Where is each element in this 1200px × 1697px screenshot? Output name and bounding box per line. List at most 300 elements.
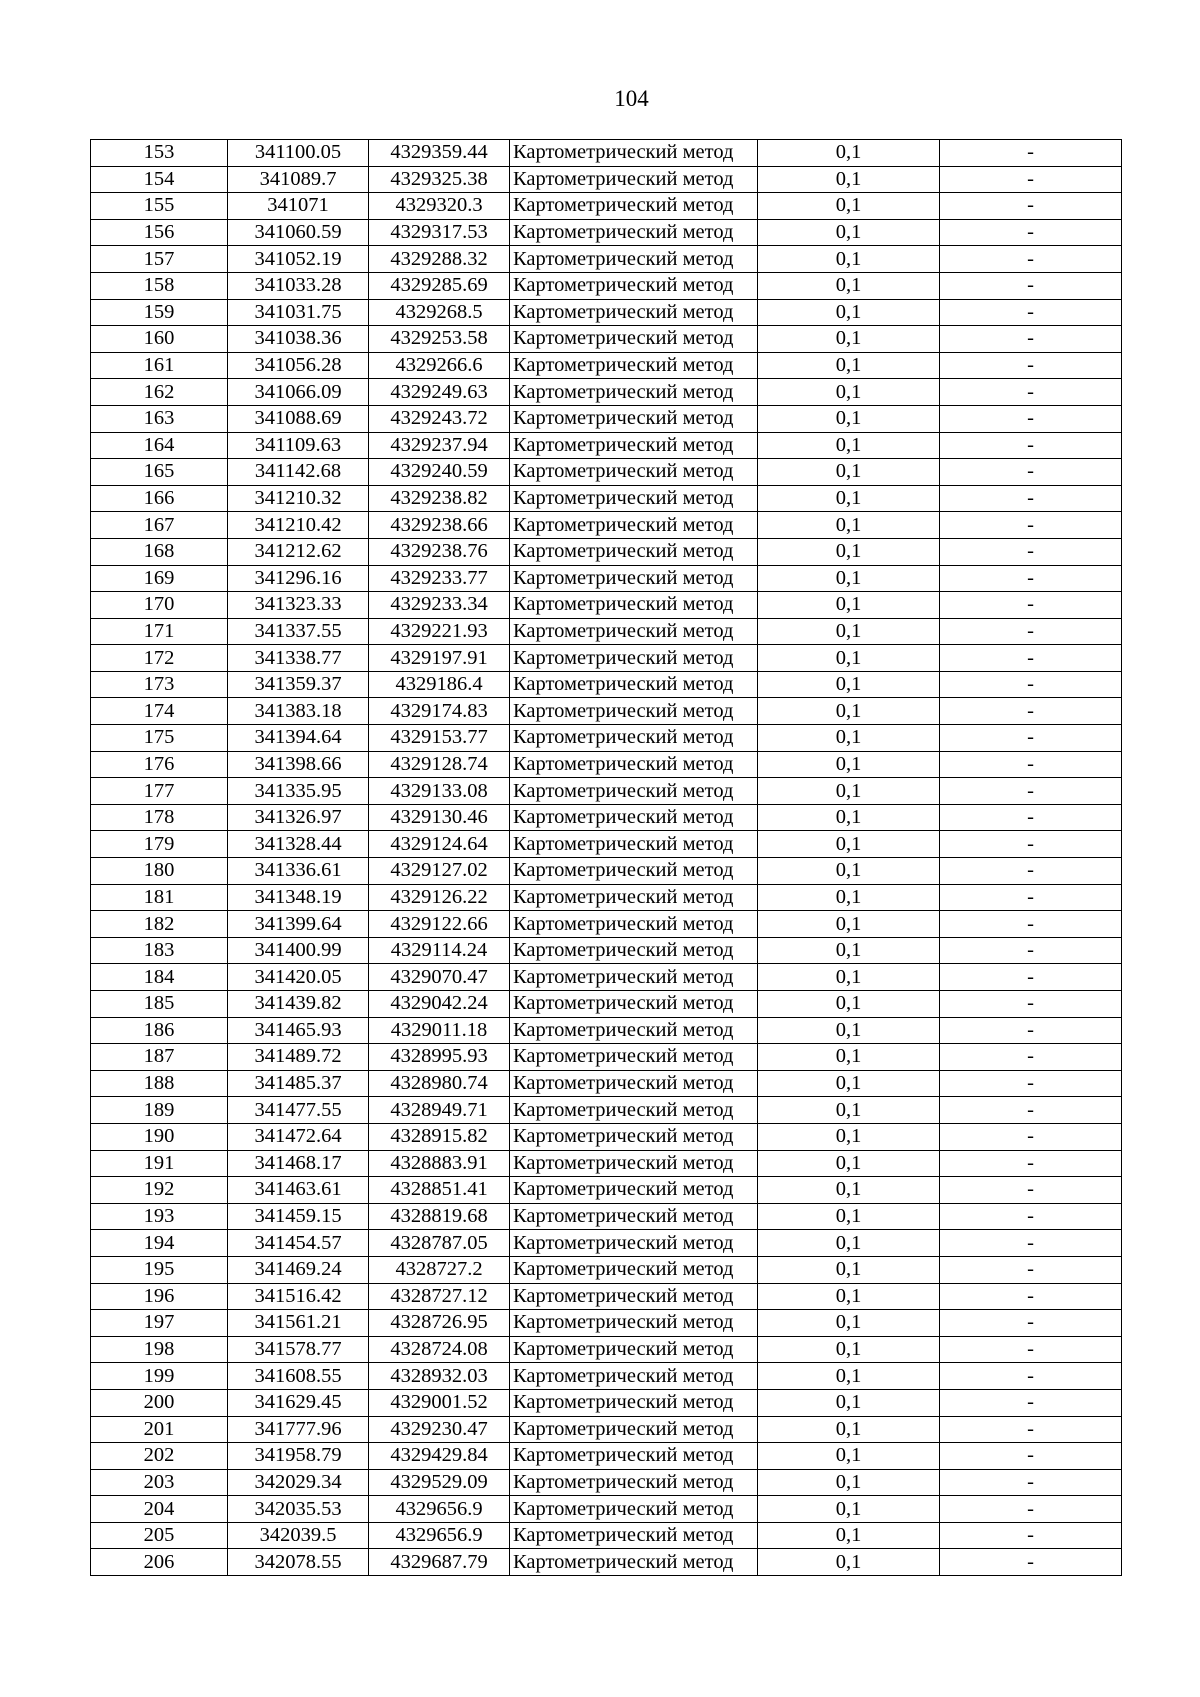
accuracy-cell: 0,1 <box>758 1256 940 1283</box>
y-coordinate-cell: 4329122.66 <box>369 911 510 938</box>
y-coordinate-cell: 4329687.79 <box>369 1549 510 1576</box>
y-coordinate-cell: 4329656.9 <box>369 1522 510 1549</box>
note-cell: - <box>940 432 1122 459</box>
table-row <box>91 831 1122 858</box>
point-number-cell: 155 <box>91 193 228 220</box>
method-cell: Картометрический метод <box>510 751 758 778</box>
y-coordinate-cell: 4329243.72 <box>369 405 510 432</box>
note-cell: - <box>940 1416 1122 1443</box>
note-cell: - <box>940 140 1122 167</box>
note-cell: - <box>940 379 1122 406</box>
accuracy-cell: 0,1 <box>758 1283 940 1310</box>
y-coordinate-cell: 4329320.3 <box>369 193 510 220</box>
accuracy-cell: 0,1 <box>758 1070 940 1097</box>
note-cell: - <box>940 884 1122 911</box>
x-coordinate-cell: 341109.63 <box>228 432 369 459</box>
y-coordinate-cell: 4329221.93 <box>369 618 510 645</box>
method-cell: Картометрический метод <box>510 858 758 885</box>
accuracy-cell: 0,1 <box>758 1469 940 1496</box>
x-coordinate-cell: 341071 <box>228 193 369 220</box>
y-coordinate-cell: 4329230.47 <box>369 1416 510 1443</box>
method-cell: Картометрический метод <box>510 1150 758 1177</box>
method-cell: Картометрический метод <box>510 1097 758 1124</box>
y-coordinate-cell: 4329238.76 <box>369 538 510 565</box>
method-cell: Картометрический метод <box>510 1363 758 1390</box>
table-row <box>91 911 1122 938</box>
accuracy-cell: 0,1 <box>758 140 940 167</box>
x-coordinate-cell: 341516.42 <box>228 1283 369 1310</box>
method-cell: Картометрический метод <box>510 246 758 273</box>
point-number-cell: 181 <box>91 884 228 911</box>
x-coordinate-cell: 341031.75 <box>228 299 369 326</box>
method-cell: Картометрический метод <box>510 352 758 379</box>
method-cell: Картометрический метод <box>510 432 758 459</box>
y-coordinate-cell: 4329288.32 <box>369 246 510 273</box>
table-row <box>91 1150 1122 1177</box>
accuracy-cell: 0,1 <box>758 1177 940 1204</box>
table-row <box>91 405 1122 432</box>
note-cell: - <box>940 1310 1122 1337</box>
table-row <box>91 538 1122 565</box>
method-cell: Картометрический метод <box>510 272 758 299</box>
y-coordinate-cell: 4329325.38 <box>369 166 510 193</box>
note-cell: - <box>940 1283 1122 1310</box>
method-cell: Картометрический метод <box>510 1549 758 1576</box>
table-row <box>91 1469 1122 1496</box>
y-coordinate-cell: 4329266.6 <box>369 352 510 379</box>
method-cell: Картометрический метод <box>510 964 758 991</box>
x-coordinate-cell: 341472.64 <box>228 1123 369 1150</box>
note-cell: - <box>940 272 1122 299</box>
table-row <box>91 1044 1122 1071</box>
note-cell: - <box>940 1522 1122 1549</box>
note-cell: - <box>940 964 1122 991</box>
accuracy-cell: 0,1 <box>758 1203 940 1230</box>
point-number-cell: 167 <box>91 512 228 539</box>
method-cell: Картометрический метод <box>510 1496 758 1523</box>
point-number-cell: 176 <box>91 751 228 778</box>
note-cell: - <box>940 1336 1122 1363</box>
x-coordinate-cell: 342029.34 <box>228 1469 369 1496</box>
table-row <box>91 964 1122 991</box>
x-coordinate-cell: 341561.21 <box>228 1310 369 1337</box>
method-cell: Картометрический метод <box>510 1070 758 1097</box>
point-number-cell: 175 <box>91 725 228 752</box>
accuracy-cell: 0,1 <box>758 166 940 193</box>
x-coordinate-cell: 341328.44 <box>228 831 369 858</box>
point-number-cell: 172 <box>91 645 228 672</box>
x-coordinate-cell: 341142.68 <box>228 459 369 486</box>
table-row <box>91 618 1122 645</box>
accuracy-cell: 0,1 <box>758 1336 940 1363</box>
point-number-cell: 169 <box>91 565 228 592</box>
table-row <box>91 485 1122 512</box>
note-cell: - <box>940 618 1122 645</box>
x-coordinate-cell: 341210.42 <box>228 512 369 539</box>
note-cell: - <box>940 804 1122 831</box>
table-row <box>91 592 1122 619</box>
method-cell: Картометрический метод <box>510 166 758 193</box>
table-body <box>91 140 1122 1576</box>
point-number-cell: 185 <box>91 991 228 1018</box>
x-coordinate-cell: 341420.05 <box>228 964 369 991</box>
method-cell: Картометрический метод <box>510 1336 758 1363</box>
method-cell: Картометрический метод <box>510 831 758 858</box>
point-number-cell: 206 <box>91 1549 228 1576</box>
accuracy-cell: 0,1 <box>758 618 940 645</box>
accuracy-cell: 0,1 <box>758 964 940 991</box>
note-cell: - <box>940 565 1122 592</box>
accuracy-cell: 0,1 <box>758 1443 940 1470</box>
point-number-cell: 183 <box>91 937 228 964</box>
x-coordinate-cell: 342039.5 <box>228 1522 369 1549</box>
x-coordinate-cell: 341578.77 <box>228 1336 369 1363</box>
table-row <box>91 565 1122 592</box>
table-row <box>91 1443 1122 1470</box>
y-coordinate-cell: 4328915.82 <box>369 1123 510 1150</box>
x-coordinate-cell: 341348.19 <box>228 884 369 911</box>
table-row <box>91 991 1122 1018</box>
accuracy-cell: 0,1 <box>758 592 940 619</box>
point-number-cell: 177 <box>91 778 228 805</box>
accuracy-cell: 0,1 <box>758 379 940 406</box>
note-cell: - <box>940 1177 1122 1204</box>
x-coordinate-cell: 341060.59 <box>228 219 369 246</box>
x-coordinate-cell: 341454.57 <box>228 1230 369 1257</box>
method-cell: Картометрический метод <box>510 193 758 220</box>
method-cell: Картометрический метод <box>510 1230 758 1257</box>
y-coordinate-cell: 4329128.74 <box>369 751 510 778</box>
accuracy-cell: 0,1 <box>758 1363 940 1390</box>
method-cell: Картометрический метод <box>510 1017 758 1044</box>
note-cell: - <box>940 246 1122 273</box>
accuracy-cell: 0,1 <box>758 272 940 299</box>
y-coordinate-cell: 4329186.4 <box>369 671 510 698</box>
y-coordinate-cell: 4329233.77 <box>369 565 510 592</box>
table-row <box>91 1070 1122 1097</box>
accuracy-cell: 0,1 <box>758 804 940 831</box>
y-coordinate-cell: 4329114.24 <box>369 937 510 964</box>
y-coordinate-cell: 4329529.09 <box>369 1469 510 1496</box>
x-coordinate-cell: 341336.61 <box>228 858 369 885</box>
accuracy-cell: 0,1 <box>758 778 940 805</box>
accuracy-cell: 0,1 <box>758 352 940 379</box>
table-row <box>91 804 1122 831</box>
point-number-cell: 161 <box>91 352 228 379</box>
y-coordinate-cell: 4329011.18 <box>369 1017 510 1044</box>
method-cell: Картометрический метод <box>510 1203 758 1230</box>
point-number-cell: 174 <box>91 698 228 725</box>
method-cell: Картометрический метод <box>510 1177 758 1204</box>
table-row <box>91 1203 1122 1230</box>
note-cell: - <box>940 538 1122 565</box>
accuracy-cell: 0,1 <box>758 1496 940 1523</box>
table-row <box>91 1363 1122 1390</box>
table-row <box>91 1496 1122 1523</box>
table-row <box>91 246 1122 273</box>
point-number-cell: 171 <box>91 618 228 645</box>
y-coordinate-cell: 4329233.34 <box>369 592 510 619</box>
point-number-cell: 184 <box>91 964 228 991</box>
note-cell: - <box>940 326 1122 353</box>
note-cell: - <box>940 1097 1122 1124</box>
table-row <box>91 299 1122 326</box>
point-number-cell: 201 <box>91 1416 228 1443</box>
x-coordinate-cell: 341359.37 <box>228 671 369 698</box>
method-cell: Картометрический метод <box>510 299 758 326</box>
point-number-cell: 187 <box>91 1044 228 1071</box>
method-cell: Картометрический метод <box>510 618 758 645</box>
y-coordinate-cell: 4329656.9 <box>369 1496 510 1523</box>
accuracy-cell: 0,1 <box>758 1230 940 1257</box>
y-coordinate-cell: 4328980.74 <box>369 1070 510 1097</box>
y-coordinate-cell: 4328787.05 <box>369 1230 510 1257</box>
point-number-cell: 196 <box>91 1283 228 1310</box>
y-coordinate-cell: 4329429.84 <box>369 1443 510 1470</box>
y-coordinate-cell: 4329174.83 <box>369 698 510 725</box>
point-number-cell: 165 <box>91 459 228 486</box>
point-number-cell: 166 <box>91 485 228 512</box>
accuracy-cell: 0,1 <box>758 645 940 672</box>
y-coordinate-cell: 4329285.69 <box>369 272 510 299</box>
note-cell: - <box>940 299 1122 326</box>
point-number-cell: 198 <box>91 1336 228 1363</box>
note-cell: - <box>940 831 1122 858</box>
accuracy-cell: 0,1 <box>758 1389 940 1416</box>
note-cell: - <box>940 219 1122 246</box>
accuracy-cell: 0,1 <box>758 1123 940 1150</box>
note-cell: - <box>940 911 1122 938</box>
table-row <box>91 778 1122 805</box>
method-cell: Картометрический метод <box>510 884 758 911</box>
note-cell: - <box>940 1496 1122 1523</box>
note-cell: - <box>940 858 1122 885</box>
x-coordinate-cell: 341323.33 <box>228 592 369 619</box>
note-cell: - <box>940 1150 1122 1177</box>
x-coordinate-cell: 341463.61 <box>228 1177 369 1204</box>
method-cell: Картометрический метод <box>510 1389 758 1416</box>
point-number-cell: 170 <box>91 592 228 619</box>
y-coordinate-cell: 4329253.58 <box>369 326 510 353</box>
table-row <box>91 459 1122 486</box>
note-cell: - <box>940 166 1122 193</box>
note-cell: - <box>940 778 1122 805</box>
accuracy-cell: 0,1 <box>758 1097 940 1124</box>
table-row <box>91 166 1122 193</box>
y-coordinate-cell: 4329070.47 <box>369 964 510 991</box>
y-coordinate-cell: 4328726.95 <box>369 1310 510 1337</box>
point-number-cell: 190 <box>91 1123 228 1150</box>
point-number-cell: 189 <box>91 1097 228 1124</box>
x-coordinate-cell: 341468.17 <box>228 1150 369 1177</box>
table-row <box>91 1336 1122 1363</box>
accuracy-cell: 0,1 <box>758 565 940 592</box>
method-cell: Картометрический метод <box>510 671 758 698</box>
accuracy-cell: 0,1 <box>758 751 940 778</box>
accuracy-cell: 0,1 <box>758 485 940 512</box>
point-number-cell: 154 <box>91 166 228 193</box>
x-coordinate-cell: 341485.37 <box>228 1070 369 1097</box>
point-number-cell: 193 <box>91 1203 228 1230</box>
method-cell: Картометрический метод <box>510 1310 758 1337</box>
x-coordinate-cell: 341629.45 <box>228 1389 369 1416</box>
y-coordinate-cell: 4328727.2 <box>369 1256 510 1283</box>
x-coordinate-cell: 342035.53 <box>228 1496 369 1523</box>
point-number-cell: 158 <box>91 272 228 299</box>
y-coordinate-cell: 4328932.03 <box>369 1363 510 1390</box>
accuracy-cell: 0,1 <box>758 1017 940 1044</box>
accuracy-cell: 0,1 <box>758 246 940 273</box>
point-number-cell: 163 <box>91 405 228 432</box>
y-coordinate-cell: 4329197.91 <box>369 645 510 672</box>
method-cell: Картометрический метод <box>510 405 758 432</box>
y-coordinate-cell: 4329249.63 <box>369 379 510 406</box>
note-cell: - <box>940 698 1122 725</box>
point-number-cell: 157 <box>91 246 228 273</box>
accuracy-cell: 0,1 <box>758 1310 940 1337</box>
note-cell: - <box>940 1549 1122 1576</box>
method-cell: Картометрический метод <box>510 1443 758 1470</box>
table-row <box>91 352 1122 379</box>
note-cell: - <box>940 1203 1122 1230</box>
y-coordinate-cell: 4329153.77 <box>369 725 510 752</box>
point-number-cell: 191 <box>91 1150 228 1177</box>
table-row <box>91 512 1122 539</box>
accuracy-cell: 0,1 <box>758 1522 940 1549</box>
table-row <box>91 432 1122 459</box>
point-number-cell: 199 <box>91 1363 228 1390</box>
x-coordinate-cell: 341489.72 <box>228 1044 369 1071</box>
y-coordinate-cell: 4329126.22 <box>369 884 510 911</box>
x-coordinate-cell: 341400.99 <box>228 937 369 964</box>
coordinates-table <box>90 139 1122 1576</box>
note-cell: - <box>940 352 1122 379</box>
note-cell: - <box>940 512 1122 539</box>
point-number-cell: 192 <box>91 1177 228 1204</box>
x-coordinate-cell: 341212.62 <box>228 538 369 565</box>
method-cell: Картометрический метод <box>510 1256 758 1283</box>
point-number-cell: 202 <box>91 1443 228 1470</box>
table-row <box>91 937 1122 964</box>
method-cell: Картометрический метод <box>510 1522 758 1549</box>
y-coordinate-cell: 4329127.02 <box>369 858 510 885</box>
note-cell: - <box>940 1070 1122 1097</box>
accuracy-cell: 0,1 <box>758 911 940 938</box>
x-coordinate-cell: 341210.32 <box>228 485 369 512</box>
method-cell: Картометрический метод <box>510 725 758 752</box>
table-row <box>91 671 1122 698</box>
note-cell: - <box>940 592 1122 619</box>
point-number-cell: 182 <box>91 911 228 938</box>
accuracy-cell: 0,1 <box>758 326 940 353</box>
accuracy-cell: 0,1 <box>758 193 940 220</box>
method-cell: Картометрический метод <box>510 911 758 938</box>
x-coordinate-cell: 341335.95 <box>228 778 369 805</box>
x-coordinate-cell: 341338.77 <box>228 645 369 672</box>
accuracy-cell: 0,1 <box>758 1150 940 1177</box>
x-coordinate-cell: 341296.16 <box>228 565 369 592</box>
accuracy-cell: 0,1 <box>758 858 940 885</box>
x-coordinate-cell: 341066.09 <box>228 379 369 406</box>
table-row <box>91 326 1122 353</box>
x-coordinate-cell: 341326.97 <box>228 804 369 831</box>
x-coordinate-cell: 341088.69 <box>228 405 369 432</box>
point-number-cell: 159 <box>91 299 228 326</box>
method-cell: Картометрический метод <box>510 379 758 406</box>
method-cell: Картометрический метод <box>510 565 758 592</box>
table-row <box>91 858 1122 885</box>
table-row <box>91 1389 1122 1416</box>
y-coordinate-cell: 4329238.82 <box>369 485 510 512</box>
x-coordinate-cell: 341100.05 <box>228 140 369 167</box>
table-row <box>91 751 1122 778</box>
y-coordinate-cell: 4329317.53 <box>369 219 510 246</box>
accuracy-cell: 0,1 <box>758 538 940 565</box>
accuracy-cell: 0,1 <box>758 299 940 326</box>
y-coordinate-cell: 4329130.46 <box>369 804 510 831</box>
accuracy-cell: 0,1 <box>758 937 940 964</box>
point-number-cell: 195 <box>91 1256 228 1283</box>
note-cell: - <box>940 937 1122 964</box>
note-cell: - <box>940 991 1122 1018</box>
x-coordinate-cell: 341089.7 <box>228 166 369 193</box>
point-number-cell: 204 <box>91 1496 228 1523</box>
x-coordinate-cell: 341052.19 <box>228 246 369 273</box>
note-cell: - <box>940 1469 1122 1496</box>
note-cell: - <box>940 1230 1122 1257</box>
note-cell: - <box>940 1044 1122 1071</box>
x-coordinate-cell: 341608.55 <box>228 1363 369 1390</box>
table-row <box>91 140 1122 167</box>
point-number-cell: 179 <box>91 831 228 858</box>
table-row <box>91 272 1122 299</box>
note-cell: - <box>940 1389 1122 1416</box>
point-number-cell: 178 <box>91 804 228 831</box>
accuracy-cell: 0,1 <box>758 432 940 459</box>
note-cell: - <box>940 1123 1122 1150</box>
x-coordinate-cell: 341399.64 <box>228 911 369 938</box>
x-coordinate-cell: 341398.66 <box>228 751 369 778</box>
x-coordinate-cell: 342078.55 <box>228 1549 369 1576</box>
point-number-cell: 173 <box>91 671 228 698</box>
note-cell: - <box>940 405 1122 432</box>
point-number-cell: 164 <box>91 432 228 459</box>
point-number-cell: 197 <box>91 1310 228 1337</box>
x-coordinate-cell: 341459.15 <box>228 1203 369 1230</box>
x-coordinate-cell: 341777.96 <box>228 1416 369 1443</box>
table-row <box>91 1522 1122 1549</box>
note-cell: - <box>940 1443 1122 1470</box>
y-coordinate-cell: 4329133.08 <box>369 778 510 805</box>
y-coordinate-cell: 4329124.64 <box>369 831 510 858</box>
y-coordinate-cell: 4328727.12 <box>369 1283 510 1310</box>
table-row <box>91 1017 1122 1044</box>
page-number: 104 <box>614 86 649 111</box>
x-coordinate-cell: 341383.18 <box>228 698 369 725</box>
table-row <box>91 1177 1122 1204</box>
table-row <box>91 219 1122 246</box>
point-number-cell: 156 <box>91 219 228 246</box>
x-coordinate-cell: 341469.24 <box>228 1256 369 1283</box>
x-coordinate-cell: 341465.93 <box>228 1017 369 1044</box>
accuracy-cell: 0,1 <box>758 671 940 698</box>
note-cell: - <box>940 1256 1122 1283</box>
accuracy-cell: 0,1 <box>758 725 940 752</box>
y-coordinate-cell: 4329001.52 <box>369 1389 510 1416</box>
method-cell: Картометрический метод <box>510 219 758 246</box>
method-cell: Картометрический метод <box>510 698 758 725</box>
y-coordinate-cell: 4329240.59 <box>369 459 510 486</box>
